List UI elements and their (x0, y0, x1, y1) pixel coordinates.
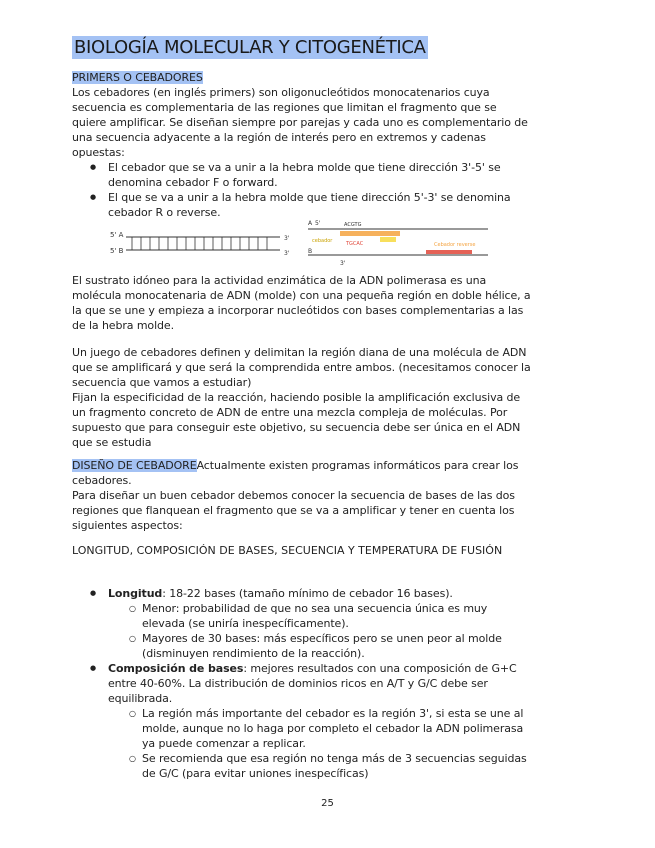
criterion-length-text: : 18-22 bases (tamaño mínimo de cebador 16 bases). (162, 587, 453, 600)
page-title: BIOLOGÍA MOLECULAR Y CITOGENÉTICA (74, 37, 426, 58)
fig-seq-top: ACGTG (344, 222, 362, 228)
criteria-section (72, 543, 532, 558)
criterion-length-label: Longitud (108, 587, 163, 600)
primers-bullet-list (72, 160, 532, 220)
criterion-composition-sublist (108, 706, 532, 781)
criterion-composition-label: Composición de bases (108, 662, 244, 675)
substrate-paragraph-block (72, 273, 532, 333)
fig-note-right: Cebador reverse (434, 242, 476, 248)
length-sub-shorter: ○ Menor: probabilidad de que no sea una secuencia única es muy elevada (se uniría inespecíficamente). (108, 601, 532, 631)
criteria-list-block (72, 586, 532, 781)
fig-base-pairs (132, 237, 267, 250)
page-number: 25 (321, 798, 334, 809)
fig-label-3: 3' (340, 260, 346, 267)
bullet-forward: ● El cebador que se va a unir a la hebra molde que tiene dirección 3'-5' se denomina cebador F o forward. (72, 160, 532, 190)
region-paragraph-block (72, 345, 532, 450)
design-heading: DISEÑO DE CEBADORE (72, 459, 197, 472)
criterion-composition-text: : mejores resultados con una composición de G+C entre 40-60%. La distribución de dominios ricos en A/T y G/C debe ser equilibrada. (108, 662, 517, 705)
criterion-length-sublist (108, 601, 532, 661)
fig-seq-mid: TGCAC (346, 241, 364, 247)
fig-label-5: 5' (315, 220, 321, 227)
primer-diagram (108, 215, 500, 267)
criterion-composition (72, 661, 532, 781)
fig-primer-forward (340, 231, 400, 236)
fig-primer-reverse (426, 250, 472, 254)
composition-sub-gc: ○ Se recomienda que esa región no tenga más de 3 secuencias seguidas de G/C (para evitar uniones inespecíficas) (108, 751, 532, 781)
fig-label-b: B (308, 248, 313, 255)
primers-intro: Los cebadores (en inglés primers) son oligonucleótidos monocatenarios cuya secuencia es complementaria de las regiones que limitan el fragmento que se quiere amplificar. Se diseñan siempre por parejas y cada uno es complementario de una secuencia adyacente a la región de interés pero en extremos y cadenas opuestas: (72, 86, 528, 159)
length-sub-longer: ○ Mayores de 30 bases: más específicos pero se unen peor al molde (disminuyen rendimiento de la reacción). (108, 631, 532, 661)
design-section (72, 458, 532, 533)
fig-highlight (380, 237, 396, 242)
specificity-paragraph: Fijan la especificidad de la reacción, haciendo posible la amplificación exclusiva de un fragmento concreto de ADN de entre una mezcla compleja de moléculas. Por supuesto que para conseguir este objetivo, su secuencia debe ser única en el ADN que se estudia (72, 391, 521, 449)
primers-heading: PRIMERS O CEBADORES (72, 71, 203, 84)
fig-note-left: cebador (312, 238, 333, 244)
bullet-reverse: ● El que se va a unir a la hebra molde que tiene dirección 5'-3' se denomina cebador R o reverse. (72, 190, 532, 220)
fig-left-5b: 5' B (110, 247, 124, 255)
design-paragraph: Para diseñar un buen cebador debemos conocer la secuencia de bases de las dos regiones que flanquean el fragmento que se va a amplificar y tener en cuenta los siguientes aspectos: (72, 489, 515, 532)
region-paragraph: Un juego de cebadores definen y delimitan la región diana de una molécula de ADN que se amplificará y que será la comprendida entre ambos. (necesitamos conocer la secuencia que vamos a estudiar) (72, 346, 531, 389)
composition-sub-3prime: ○ La región más importante del cebador es la región 3', si esta se une al molde, aunque no lo haga por completo el cebador la ADN polimerasa ya puede comenzar a replicar. (108, 706, 532, 751)
fig-left-5a: 5' A (110, 231, 124, 239)
fig-right-3b: 3' (284, 250, 290, 257)
fig-label-a: A (308, 220, 313, 227)
primers-section (72, 70, 532, 220)
criterion-length (72, 586, 532, 661)
substrate-paragraph: El sustrato idóneo para la actividad enzimática de la ADN polimerasa es una molécula monocatenaria de ADN (molde) con una pequeña región en doble hélice, a la que se une y empieza a incorporar nucleótidos con bases complementarias a las de la hebra molde. (72, 274, 531, 332)
criteria-list (72, 586, 532, 781)
design-intro: Actualmente existen programas informáticos para crear los cebadores. (72, 459, 519, 487)
fig-right-3a: 3' (284, 235, 290, 242)
criteria-subheading: LONGITUD, COMPOSICIÓN DE BASES, SECUENCIA Y TEMPERATURA DE FUSIÓN (72, 544, 503, 557)
